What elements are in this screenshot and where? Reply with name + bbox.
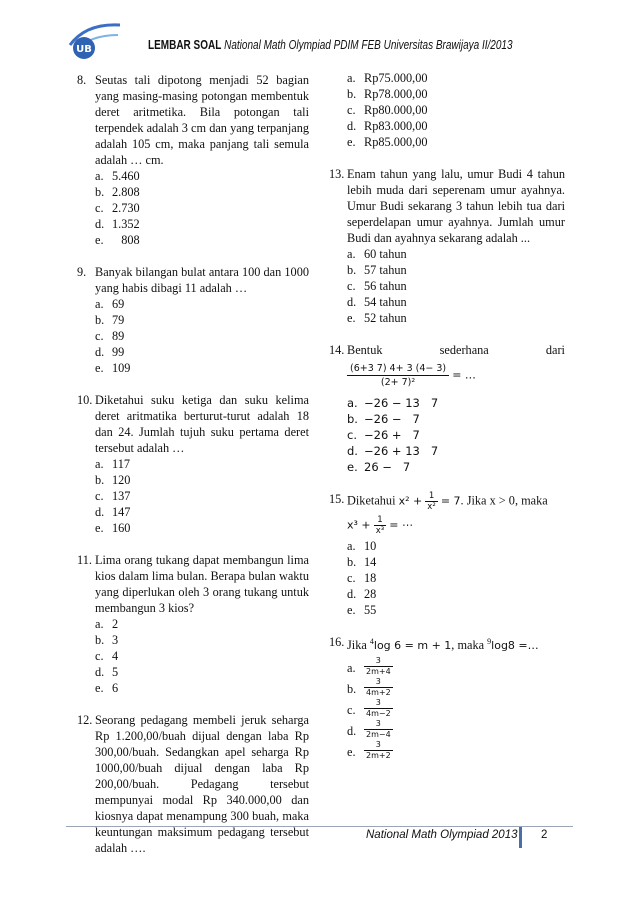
question-text: Diketahui suku ketiga dan suku kelima deret aritmatika berturut-turut adalah 18 dan 24. Jumlah tujuh suku pertama deret tersebut adalah … (95, 393, 309, 455)
answer-option (95, 680, 309, 696)
option-letter: d. (347, 119, 357, 133)
answer-option (347, 538, 565, 554)
footer-separator (519, 827, 522, 848)
answer-option (95, 616, 309, 632)
question-text: Seutas tali dipotong menjadi 52 bagian yang masing-masing potongan membentuk deret aritmetika. Bila potongan tali terpendek adalah 3 cm dan yang terpanjang adalah 105 cm, maka panjang tali semula adalah … cm. (95, 73, 309, 167)
option-letter: d. (95, 505, 105, 519)
page-header (148, 38, 513, 52)
q14-tail: = … (452, 368, 476, 382)
option-text: 18 (364, 571, 377, 585)
answer-option (347, 310, 565, 326)
fraction-denominator: (2+ 7)² (380, 377, 416, 388)
option-text: 6 (112, 681, 119, 695)
option-letter: e. (95, 233, 104, 247)
frac-num: 3 (364, 719, 393, 730)
answer-option (95, 328, 309, 344)
q15-eq1b: = 7 (440, 494, 461, 508)
answer-option (347, 86, 565, 102)
option-text: 117 (112, 457, 130, 471)
question-number: 16. (329, 635, 345, 649)
option-letter: b. (95, 473, 105, 487)
frac-num: 3 (364, 740, 393, 751)
option-text: 160 (112, 521, 131, 535)
answer-option (347, 102, 565, 118)
q16-d: log8 =… (491, 639, 539, 653)
answer-option (347, 586, 565, 602)
answer-option (95, 184, 309, 200)
answer-option (347, 459, 565, 475)
q16-sup2: 9 (487, 637, 492, 646)
option-text: 54 tahun (364, 295, 407, 309)
answer-option (95, 344, 309, 360)
option-letter: a. (347, 247, 356, 261)
answer-option (347, 602, 565, 618)
option-letter: a. (95, 169, 104, 183)
option-letter: c. (95, 201, 104, 215)
option-letter: b. (95, 633, 105, 647)
answer-option (95, 360, 309, 376)
option-letter: a. (347, 396, 358, 410)
question (77, 72, 309, 248)
answer-option (347, 570, 565, 586)
option-text: Rp80.000,00 (364, 103, 428, 117)
option-letter: b. (95, 185, 105, 199)
option-text: 5.460 (112, 169, 140, 183)
question-text: Banyak bilangan bulat antara 100 dan 1000 yang habis dibagi 11 adalah … (95, 265, 309, 295)
question-16 (329, 634, 565, 761)
answer-option (347, 411, 565, 427)
option-text: 56 tahun (364, 279, 407, 293)
option-letter: d. (95, 665, 105, 679)
q15-frac1 (425, 491, 437, 512)
answer-option (95, 232, 309, 248)
question-text (347, 491, 565, 512)
question-text (347, 634, 565, 654)
option-text: 4 (112, 649, 119, 663)
q16-b: log 6 = m + 1 (373, 639, 452, 653)
option-text: −26 − 7 (364, 412, 420, 426)
options-list (95, 616, 309, 696)
q14-fraction (347, 362, 449, 389)
q15-expression (347, 515, 565, 536)
option-text: 60 tahun (364, 247, 407, 261)
option-text: 52 tahun (364, 311, 407, 325)
answer-option (95, 456, 309, 472)
answer-option (95, 632, 309, 648)
option-letter: b. (95, 313, 105, 327)
answer-option (347, 70, 565, 86)
option-text: 57 tahun (364, 263, 407, 277)
frac-num: 1 (425, 491, 437, 502)
answer-option (95, 520, 309, 536)
ub-logo (66, 15, 124, 61)
option-letter: a. (95, 457, 104, 471)
answer-option (95, 312, 309, 328)
question-text (347, 342, 565, 358)
q14-word-1: Bentuk (347, 343, 383, 357)
option-letter: a. (347, 539, 356, 553)
option-text: Rp78.000,00 (364, 87, 428, 101)
option-letter: e. (347, 135, 356, 149)
option-text: Rp85.000,00 (364, 135, 428, 149)
option-text: 2 (112, 617, 119, 631)
option-letter: e. (347, 311, 356, 325)
option-text: 89 (112, 329, 125, 343)
question-text: Seorang pedagang membeli jeruk seharga Rp 1.200,00/buah dijual dengan laba Rp 300,00/buah. Sedangkan apel seharga Rp 1000,00/buah dijual dengan laba Rp 200,00/buah. Pedagang tersebut mempunyai modal Rp 340.000,00 dan kiosnya dapat menampung 300 buah, maka keuntungan maksimum pedagang tersebut adalah …. (95, 713, 309, 855)
frac-num: 3 (364, 677, 393, 688)
right-column (329, 72, 565, 777)
answer-option (347, 740, 565, 761)
option-letter: b. (347, 87, 357, 101)
option-fraction (364, 740, 393, 760)
question-number: 12. (77, 713, 93, 727)
answer-option (347, 698, 565, 719)
option-letter: d. (347, 444, 358, 458)
frac-num: 1 (374, 515, 386, 526)
left-column (77, 72, 309, 872)
frac-den: 2m−4 (366, 729, 391, 739)
option-text: 109 (112, 361, 131, 375)
option-letter: a. (347, 661, 356, 676)
option-fraction (364, 698, 393, 718)
option-fraction (364, 677, 393, 697)
header-rest: National Math Olympiad PDIM FEB Universitas Brawijaya II/2013 (221, 38, 513, 52)
option-text: 14 (364, 555, 377, 569)
option-letter: c. (347, 571, 356, 585)
answer-option (347, 294, 565, 310)
page-number: 2 (541, 829, 548, 841)
answer-option (347, 262, 565, 278)
option-letter: d. (347, 587, 357, 601)
option-text: 120 (112, 473, 131, 487)
option-text: −26 − 13 7 (364, 396, 439, 410)
answer-option (347, 427, 565, 443)
option-letter: c. (95, 489, 104, 503)
answer-option (347, 278, 565, 294)
q15-eq2b: = ⋯ (389, 518, 413, 532)
question-14 (329, 342, 565, 475)
answer-option (95, 472, 309, 488)
option-letter: a. (347, 71, 356, 85)
q16-c: , maka (451, 638, 488, 653)
q16-a: Jika (347, 638, 370, 653)
options-list (95, 456, 309, 536)
options-list (95, 168, 309, 248)
option-letter: a. (95, 617, 104, 631)
answer-option (95, 664, 309, 680)
question-number: 13. (329, 167, 345, 181)
answer-option (347, 677, 565, 698)
answer-option (95, 648, 309, 664)
question-12-options (329, 70, 565, 150)
options-list (95, 296, 309, 376)
option-text: 2.808 (112, 185, 140, 199)
logo-text: UB (76, 44, 92, 55)
question (77, 264, 309, 376)
question-15 (329, 491, 565, 618)
q14-word-2: sederhana (439, 343, 489, 357)
frac-den: 4m−2 (366, 708, 391, 718)
option-text: 69 (112, 297, 125, 311)
option-text: −26 + 13 7 (364, 444, 439, 458)
answer-option (347, 246, 565, 262)
answer-option (95, 296, 309, 312)
option-text: 55 (364, 603, 377, 617)
answer-option (95, 504, 309, 520)
fraction-numerator: (6+3 7) 4+ 3 (4− 3) (347, 362, 449, 376)
q16-sup1: 4 (369, 637, 374, 646)
option-letter: d. (95, 217, 105, 231)
frac-den: x³ (375, 526, 385, 536)
option-letter: e. (95, 681, 104, 695)
question (77, 552, 309, 696)
q15-pre: Diketahui (347, 493, 396, 508)
option-text: −26 + 7 (364, 428, 420, 442)
option-text: 147 (112, 505, 131, 519)
option-letter: d. (347, 295, 357, 309)
q15-frac2 (374, 515, 386, 536)
frac-den: x² (427, 502, 436, 512)
answer-option (347, 656, 565, 677)
option-text: 3 (112, 633, 119, 647)
question-number: 8. (77, 73, 87, 87)
answer-option (95, 216, 309, 232)
option-letter: d. (347, 724, 357, 739)
option-letter: e. (347, 745, 356, 760)
frac-num: 3 (364, 656, 393, 667)
option-letter: e. (347, 460, 358, 474)
footer-divider (66, 826, 573, 827)
frac-num: 3 (364, 698, 393, 709)
option-letter: c. (347, 703, 356, 718)
option-letter: c. (347, 279, 356, 293)
question (77, 712, 309, 856)
answer-option (95, 200, 309, 216)
option-letter: e. (95, 361, 104, 375)
option-text: Rp83.000,00 (364, 119, 428, 133)
q15-mid: . Jika x > 0, maka (460, 493, 548, 508)
question-number: 9. (77, 265, 87, 279)
frac-den: 2m+4 (366, 666, 391, 676)
option-letter: c. (95, 649, 104, 663)
question-number: 11. (77, 553, 92, 567)
option-text: 79 (112, 313, 125, 327)
option-text: 1.352 (112, 217, 140, 231)
option-text: 137 (112, 489, 131, 503)
answer-option (347, 554, 565, 570)
question-text: Enam tahun yang lalu, umur Budi 4 tahun lebih muda dari seperenam umur ayahnya. Umur Budi sekarang 3 tahun lebih tua dari seperdelapan umur ayahnya. Jumlah umur Budi dan ayahnya sekarang adalah ... (347, 167, 565, 245)
frac-den: 4m+2 (366, 687, 391, 697)
option-text: 99 (112, 345, 125, 359)
option-text: 26 − 7 (364, 460, 411, 474)
option-letter: e. (347, 603, 356, 617)
answer-option (347, 719, 565, 740)
option-text: 28 (364, 587, 377, 601)
option-letter: c. (347, 428, 357, 442)
question-number: 14. (329, 343, 345, 357)
header-bold: LEMBAR SOAL (148, 38, 222, 52)
answer-option (95, 488, 309, 504)
option-fraction (364, 719, 393, 739)
question-number: 10. (77, 393, 93, 407)
option-text: 10 (364, 539, 377, 553)
option-fraction (364, 656, 393, 676)
q14-expression (347, 362, 565, 389)
question-13 (329, 166, 565, 326)
answer-option (347, 443, 565, 459)
option-letter: a. (95, 297, 104, 311)
answer-option (347, 134, 565, 150)
q14-word-3: dari (545, 343, 565, 357)
option-letter: b. (347, 412, 358, 426)
option-letter: d. (95, 345, 105, 359)
option-letter: e. (95, 521, 104, 535)
q15-eq2: x³ + (347, 518, 371, 532)
question-number: 15. (329, 492, 345, 506)
question-text: Lima orang tukang dapat membangun lima kios dalam lima bulan. Berapa bulan waktu yang diperlukan oleh 3 orang tukang untuk membangun 3 kios? (95, 553, 309, 615)
q15-eq1: x² + (398, 494, 423, 508)
answer-option (347, 118, 565, 134)
option-letter: b. (347, 682, 357, 697)
option-text: 808 (112, 233, 140, 247)
frac-den: 2m+2 (366, 750, 391, 760)
answer-option (95, 168, 309, 184)
footer-title: National Math Olympiad 2013 (366, 829, 518, 841)
question (77, 392, 309, 536)
option-text: 5 (112, 665, 119, 679)
option-text: Rp75.000,00 (364, 71, 428, 85)
option-letter: b. (347, 263, 357, 277)
option-text: 2.730 (112, 201, 140, 215)
answer-option (347, 395, 565, 411)
option-letter: c. (347, 103, 356, 117)
option-letter: b. (347, 555, 357, 569)
option-letter: c. (95, 329, 104, 343)
